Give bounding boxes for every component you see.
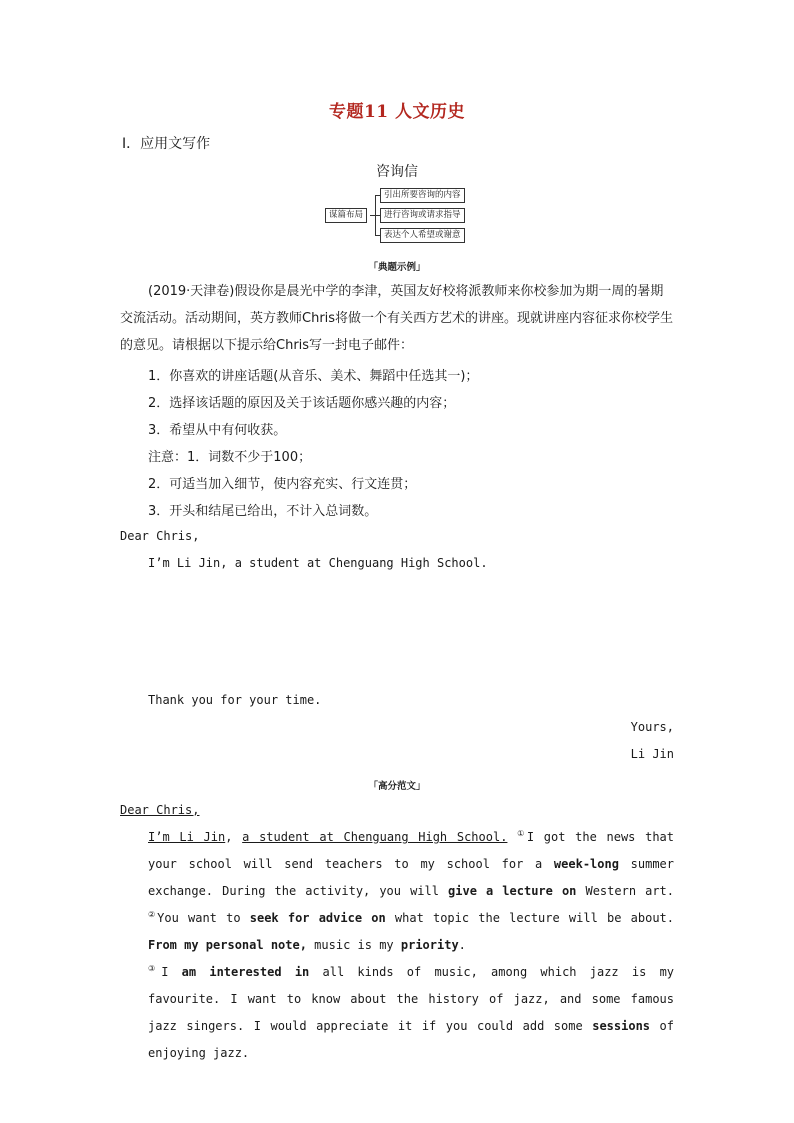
marker-2: ② [148, 910, 158, 919]
model-greeting: Dear Chris, [120, 803, 200, 817]
model-paragraph-2: ③I am interested in all kinds of music, among which jazz is my favourite. I want to know about the history of jazz, and some famous jazz singers. I would appreciate it if you could add some sessions of enjoying jazz. [148, 964, 675, 1060]
diagram-main-box: 谋篇布局 [325, 208, 367, 223]
letter-greeting: Dear Chris, [120, 529, 200, 543]
letter-signoff: Yours, [630, 720, 674, 734]
note-1: 注意：1．词数不少于100； [148, 450, 312, 465]
letter-name: Li Jin [630, 747, 674, 761]
note-2: 2．可适当加入细节，使内容充实、行文连贯； [148, 477, 417, 492]
diagram-step-1: 引出所要咨询的内容 [380, 188, 465, 203]
topic-subtitle: 咨询信 [376, 164, 418, 180]
diagram-step-3: 表达个人希望或谢意 [380, 228, 465, 243]
page-title: 专题11 人文历史 [328, 102, 466, 122]
task-prompt: (2019·天津卷)假设你是晨光中学的李津，英国友好校将派教师来你校参加为期一周的暑期交流活动。活动期间，英方教师Chris将做一个有关西方艺术的讲座。现就讲座内容征求你校学生的意见。请根据以下提示给Chris写一封电子邮件： [120, 284, 674, 353]
task-point-3: 3．希望从中有何收获。 [148, 423, 287, 438]
structure-diagram [325, 186, 475, 244]
task-point-2: 2．选择该话题的原因及关于该话题你感兴趣的内容； [148, 396, 456, 411]
letter-closing: Thank you for your time. [148, 693, 322, 707]
letter-opening: I’m Li Jin, a student at Chenguang High School. [148, 556, 488, 570]
model-tag: 「高分范文」 [368, 781, 426, 792]
example-tag: 「典题示例」 [368, 262, 426, 273]
marker-1: ① [517, 829, 527, 838]
model-essay [120, 797, 674, 1067]
model-paragraph-1: I’m Li Jin, a student at Chenguang High School. ①I got the news that your school will send teachers to my school for a week-long summer exchange. During the activity, you will give a lecture on Western art. ②You want to seek for advice on what topic the lecture will be about. From my personal note, music is my priority. [148, 829, 675, 952]
note-3: 3．开头和结尾已给出，不计入总词数。 [148, 504, 378, 519]
task-point-1: 1．你喜欢的讲座话题(从音乐、美术、舞蹈中任选其一)； [148, 369, 479, 384]
marker-3: ③ [148, 964, 162, 973]
diagram-step-2: 进行咨询或请求指导 [380, 208, 465, 223]
section-heading: Ⅰ．应用文写作 [122, 136, 211, 152]
